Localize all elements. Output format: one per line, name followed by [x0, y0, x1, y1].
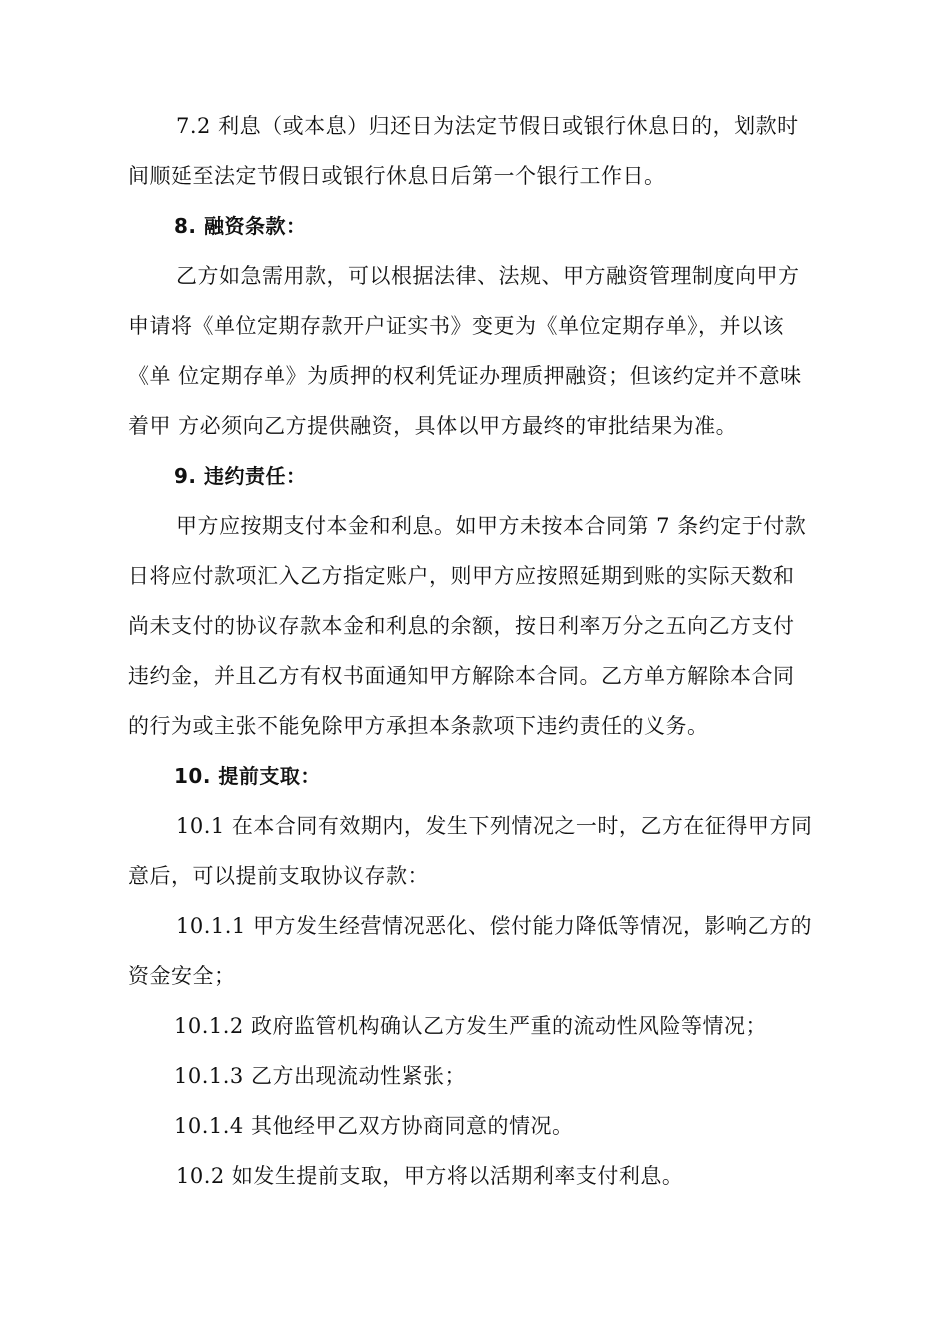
clause-10-1-3: 10.1.3 乙方出现流动性紧张； [174, 1064, 466, 1088]
clause-8-line-4: 着甲 方必须向乙方提供融资，具体以甲方最终的审批结果为准。 [128, 414, 738, 438]
section-10-heading: 10. 提前支取： [174, 764, 321, 788]
clause-9-line-2: 日将应付款项汇入乙方指定账户，则甲方应按照延期到账的实际天数和 [128, 564, 795, 588]
clause-9-line-4: 违约金，并且乙方有权书面通知甲方解除本合同。乙方单方解除本合同 [128, 664, 795, 688]
clause-8-line-3: 《单 位定期存单》为质押的权利凭证办理质押融资；但该约定并不意味 [128, 364, 802, 388]
section-8-heading: 8. 融资条款： [174, 214, 307, 238]
clause-9-line-3: 尚未支付的协议存款本金和利息的余额，按日利率万分之五向乙方支付 [128, 614, 795, 638]
clause-8-line-1: 乙方如急需用款，可以根据法律、法规、甲方融资管理制度向甲方 [176, 264, 800, 288]
clause-9-line-1: 甲方应按期支付本金和利息。如甲方未按本合同第 7 条约定于付款 [176, 514, 807, 538]
clause-10-1-4: 10.1.4 其他经甲乙双方协商同意的情况。 [174, 1114, 574, 1138]
clause-7-2-line-2: 间顺延至法定节假日或银行休息日后第一个银行工作日。 [128, 164, 666, 188]
clause-10-1-2: 10.1.2 政府监管机构确认乙方发生严重的流动性风险等情况； [174, 1014, 767, 1038]
clause-10-1-1-line-1: 10.1.1 甲方发生经营情况恶化、偿付能力降低等情况，影响乙方的 [176, 914, 812, 938]
clause-10-2: 10.2 如发生提前支取，甲方将以活期利率支付利息。 [176, 1164, 684, 1188]
clause-8-line-2: 申请将《单位定期存款开户证实书》变更为《单位定期存单》，并以该 [128, 314, 784, 338]
clause-10-1-line-1: 10.1 在本合同有效期内，发生下列情况之一时，乙方在征得甲方同 [176, 814, 813, 838]
clause-10-1-1-line-2: 资金安全； [128, 964, 236, 988]
clause-7-2-line-1: 7.2 利息（或本息）归还日为法定节假日或银行休息日的，划款时 [176, 114, 799, 138]
clause-9-line-5: 的行为或主张不能免除甲方承担本条款项下违约责任的义务。 [128, 714, 709, 738]
clause-10-1-line-2: 意后，可以提前支取协议存款： [128, 864, 429, 888]
section-9-heading: 9. 违约责任： [174, 464, 307, 488]
